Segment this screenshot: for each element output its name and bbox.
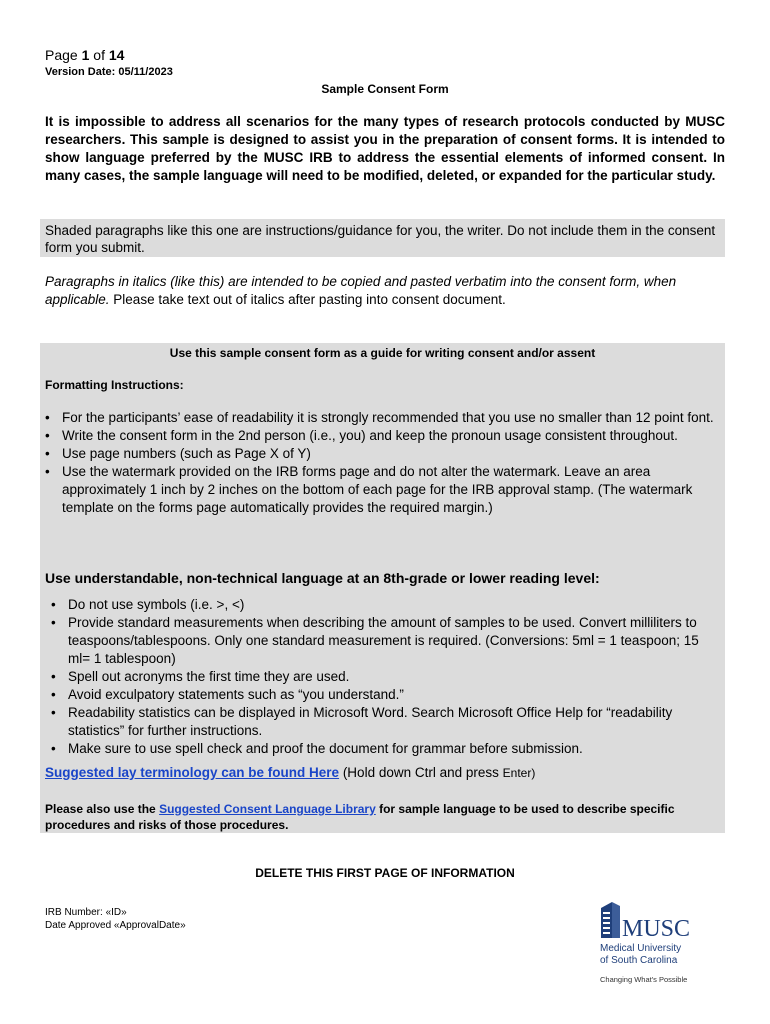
intro-paragraph: It is impossible to address all scenarios for the many types of research protocols conducted by MUSC researchers. This sample is designed to assist you in the preparation of consent forms. It is intended to show language preferred by the MUSC IRB to address the essential elements of informed consent. In many cases, the sample language will need to be modified, deleted, or expanded for the particular study. xyxy=(45,114,725,183)
delete-notice: DELETE THIS FIRST PAGE OF INFORMATION xyxy=(255,866,515,880)
page-number: Page 1 of 14 xyxy=(45,47,125,63)
lay-terminology-line xyxy=(45,765,535,780)
guide-title: Use this sample consent form as a guide for writing consent and/or assent xyxy=(169,346,596,360)
list-item: • Provide standard measurements when describing the amount of samples to be used. Convert milliliters to teaspoons/tablespoons. Only one standard measurement is required. (Conversions: 5ml = 1 teaspoon; 15 ml= 1 tablespoon) xyxy=(51,615,699,666)
italic-paragraph xyxy=(45,273,715,309)
list-item: • Write the consent form in the 2nd person (i.e., you) and keep the pronoun usage consistent throughout. xyxy=(45,428,678,443)
logo-line1: Medical University xyxy=(600,943,682,954)
italic-text: Paragraphs in italics (like this) are intended to be copied and pasted verbatim into the consent form, when applicable. xyxy=(45,274,677,307)
irb-number: IRB Number: «ID» xyxy=(45,907,127,918)
list-item: • Do not use symbols (i.e. >, <) xyxy=(51,597,245,612)
formatting-list xyxy=(45,409,722,517)
logo-name: MUSC xyxy=(622,916,691,942)
version-date: Version Date: 05/11/2023 xyxy=(45,66,173,78)
plain-text: Please take text out of italics after pasting into consent document. xyxy=(109,292,506,307)
lay-terminology-suffix: (Hold down Ctrl and press xyxy=(339,765,503,780)
guide-box xyxy=(40,343,725,833)
lay-terminology-enter: Enter) xyxy=(502,766,536,780)
list-item: • Make sure to use spell check and proof the document for grammar before submission. xyxy=(51,741,583,756)
consent-library-line xyxy=(45,801,720,833)
date-approved: Date Approved «ApprovalDate» xyxy=(45,920,186,931)
irb-footer xyxy=(45,906,186,932)
list-item: • For the participants’ ease of readability it is strongly recommended that you use no smaller than 12 point font. xyxy=(45,410,714,425)
list-item: • Readability statistics can be displayed in Microsoft Word. Search Microsoft Office Help for “readability statistics” for further instructions. xyxy=(51,705,673,738)
list-item: • Use the watermark provided on the IRB forms page and do not alter the watermark. Leave an area approximately 1 inch by 2 inches on the bottom of each page for the IRB approval stamp. (The watermark template on the forms page automatically provides the required margin.) xyxy=(45,464,693,515)
formatting-title: Formatting Instructions: xyxy=(45,378,184,392)
logo-tagline: Changing What's Possible xyxy=(600,975,688,984)
list-item: • Use page numbers (such as Page X of Y) xyxy=(45,446,311,461)
list-item: • Avoid exculpatory statements such as “you understand.” xyxy=(51,687,404,702)
language-list xyxy=(51,596,722,758)
library-prefix: Please also use the xyxy=(45,802,160,816)
language-title: Use understandable, non-technical language at an 8th-grade or lower reading level: xyxy=(45,570,600,586)
consent-library-link[interactable]: Suggested Consent Language Library xyxy=(159,802,376,816)
library-suffix: for sample language to be used to describe specific procedures and risks of those procedures. xyxy=(45,802,675,832)
shaded-instruction-text: Shaded paragraphs like this one are instructions/guidance for you, the writer. Do not include them in the consent form you submit. xyxy=(45,223,716,255)
lay-terminology-link[interactable]: Suggested lay terminology can be found Here xyxy=(45,765,340,780)
musc-building-icon xyxy=(598,900,708,990)
shaded-instruction xyxy=(40,219,725,257)
musc-logo xyxy=(598,900,708,990)
list-item: • Spell out acronyms the first time they are used. xyxy=(51,669,350,684)
document-title: Sample Consent Form xyxy=(321,82,449,96)
logo-line2: of South Carolina xyxy=(600,955,678,966)
